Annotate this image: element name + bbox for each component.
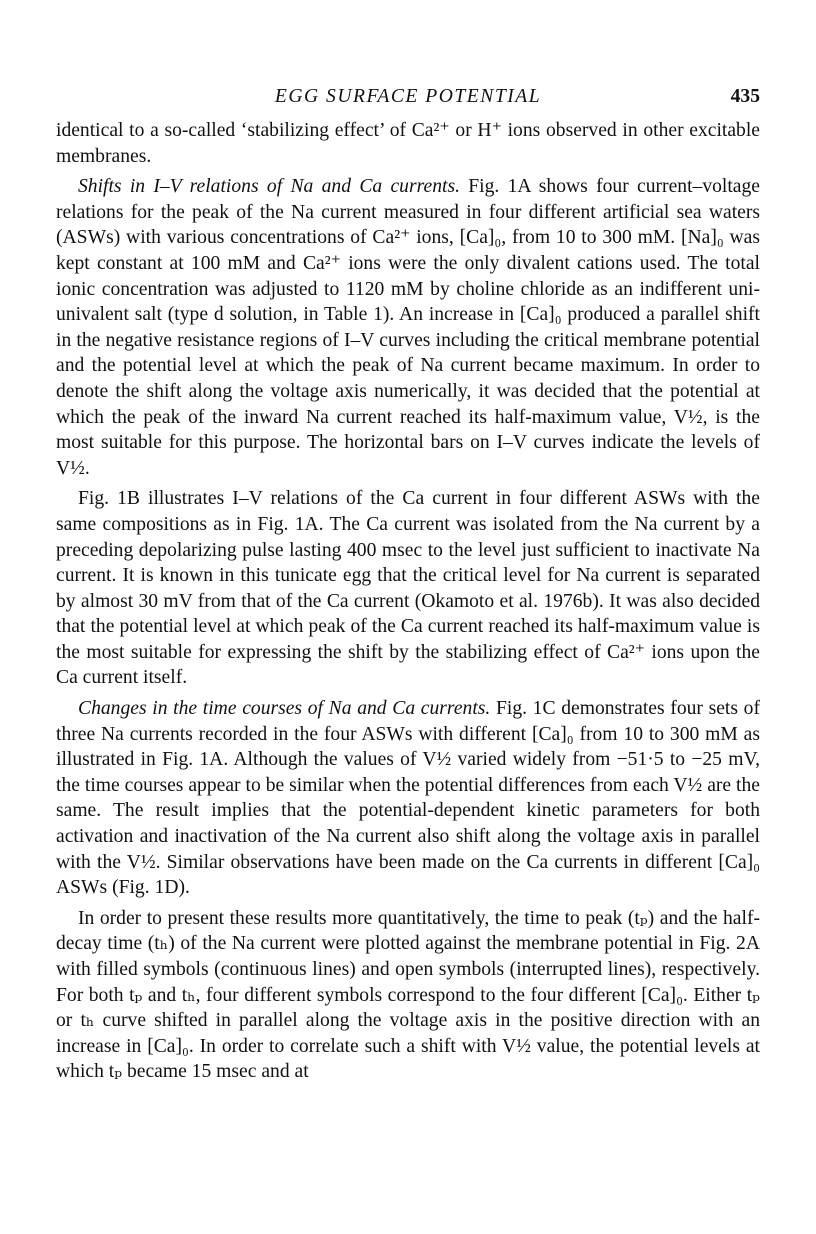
- page-number: 435: [730, 86, 760, 107]
- paragraph-iv-shifts: [56, 174, 760, 481]
- running-title: EGG SURFACE POTENTIAL: [274, 86, 542, 107]
- paragraph-text: In order to present these results more quantitatively, the time to peak (tₚ) and the half-decay time (tₕ) of the Na current were plotted against the membrane potential in Fig. 2A with filled symbols (continuous lines) and open symbols (interrupted lines), respectively. For both tₚ and tₕ, four different symbols correspond to the four different [Ca]₀. Either tₚ or tₕ curve shifted in parallel along the voltage axis in the positive direction with an increase in [Ca]₀. In order to correlate such a shift with V½ value, the potential levels at which tₚ became 15 msec and at: [56, 907, 760, 1083]
- journal-page: [56, 84, 760, 1085]
- section-heading-iv-shifts: Shifts in I–V relations of Na and Ca currents.: [78, 176, 460, 198]
- paragraph-quantitative: [56, 906, 760, 1085]
- page-header: [56, 84, 760, 112]
- paragraph-text: Fig. 1B illustrates I–V relations of the Ca current in four different ASWs with the same compositions as in Fig. 1A. The Ca current was isolated from the Na current by a preceding depolarizing pulse lasting 400 msec to the level just sufficient to inactivate Na current. It is known in this tunicate egg that the critical level for Na current is separated by almost 30 mV from that of the Ca current (Okamoto et al. 1976b). It was also decided that the potential level at which peak of the Ca current reached its half-maximum value is the most suitable for expressing the shift by the stabilizing effect of Ca²⁺ ions upon the Ca current itself.: [56, 488, 760, 689]
- paragraph-time-courses: [56, 696, 760, 901]
- paragraph-fig1b: [56, 486, 760, 691]
- paragraph-text: identical to a so-called ‘stabilizing effect’ of Ca²⁺ or H⁺ ions observed in other excitable membranes.: [56, 120, 760, 167]
- paragraph-text: Fig. 1C demonstrates four sets of three Na currents recorded in the four ASWs with different [Ca]₀ from 10 to 300 mM as illustrated in Fig. 1A. Although the values of V½ varied widely from −51·5 to −25 mV, the time courses appear to be similar when the potential differences from each V½ are the same. The result implies that the potential-dependent kinetic parameters for both activation and inactivation of the Na current also shift along the voltage axis in parallel with the V½. Similar observations have been made on the Ca currents in different [Ca]₀ ASWs (Fig. 1D).: [56, 698, 760, 899]
- paragraph-continuation: [56, 118, 760, 169]
- section-heading-time-courses: Changes in the time courses of Na and Ca currents.: [78, 698, 491, 720]
- paragraph-text: Fig. 1A shows four current–voltage relations for the peak of the Na current measured in four different artificial sea waters (ASWs) with various concentrations of Ca²⁺ ions, [Ca]₀, from 10 to 300 mM. [Na]₀ was kept constant at 100 mM and Ca²⁺ ions were the only divalent cations used. The total ionic concentration was adjusted to 1120 mM by choline chloride as an indifferent uni-univalent salt (type d solution, in Table 1). An increase in [Ca]₀ produced a parallel shift in the negative resistance regions of I–V curves including the critical membrane potential and the potential level at which the peak of Na current became maximum. In order to denote the shift along the voltage axis numerically, it was decided that the potential at which the peak of the inward Na current reached its half-maximum value, V½, is the most suitable for this purpose. The horizontal bars on I–V curves indicate the levels of V½.: [56, 176, 760, 479]
